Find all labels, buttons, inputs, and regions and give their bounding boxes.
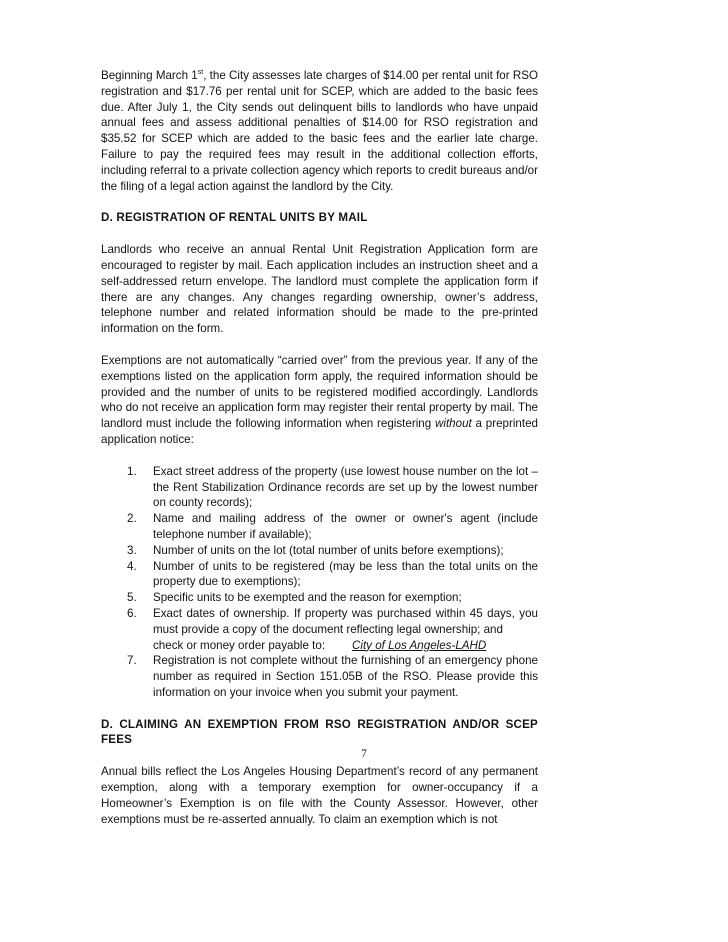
- emphasis-without: without: [435, 417, 472, 431]
- mail-registration-paragraph: Landlords who receive an annual Rental Unit Registration Application form are encouraged to register by mail. Each application includes an instruction sheet and a self-addressed return envelope. The landlord must complete the application form if there are any changes. Any changes regarding ownership, owner’s address, telephone number and related information should be made to the pre-printed information on the form.: [101, 243, 538, 336]
- annual-bills-paragraph: Annual bills reflect the Los Angeles Housing Department’s record of any permanent exemption, along with a temporary exemption for owner-occupancy if a Homeowner’s Exemption is on file with the County Assessor. However, other exemptions must be re-asserted annually. To claim an exemption which is not: [101, 765, 538, 826]
- payment-line: check or money order payable to: City of Los Angeles-LAHD: [153, 638, 487, 652]
- list-item: 3. Number of units on the lot (total number of units before exemptions);: [127, 543, 504, 557]
- section-heading-claiming-exemption: D. CLAIMING AN EXEMPTION FROM RSO REGISTRATION AND/OR SCEP FEES: [101, 717, 538, 747]
- document-page: [101, 68, 538, 827]
- section-heading-mail-registration: D. REGISTRATION OF RENTAL UNITS BY MAIL: [101, 211, 368, 225]
- list-item: 1. Exact street address of the property (use lowest house number on the lot –the Rent Stabilization Ordinance records are set up by the lowest number on county records);: [127, 464, 538, 510]
- exemptions-paragraph: Exemptions are not automatically “carried over” from the previous year. If any of the exemptions listed on the application form apply, the required information should be provided and the number of units to be registered modified accordingly. Landlords who do not receive an application form may register their rental property by mail. The landlord must include the following information when registering without a preprinted application notice:: [101, 353, 538, 446]
- list-item: 6. Exact dates of ownership. If property was purchased within 45 days, you must provide a copy of the document reflecting legal ownership; and check or money order payable to: City of Los Angeles-LAHD: [127, 606, 538, 652]
- page-number: 7: [361, 748, 367, 760]
- required-information-list: [101, 464, 538, 701]
- list-item: 2. Name and mailing address of the owner or owner's agent (include telephone number if available);: [127, 512, 538, 541]
- list-item: 7. Registration is not complete without the furnishing of an emergency phone number as required in Section 151.05B of the RSO. Please provide this information on your invoice when you submit your payment.: [127, 654, 538, 699]
- list-item: 5. Specific units to be exempted and the reason for exemption;: [127, 591, 462, 605]
- payee-name: City of Los Angeles-LAHD: [352, 638, 487, 652]
- late-charges-paragraph: Beginning March 1st, the City assesses late charges of $14.00 per rental unit for RSO registration and $17.76 per rental unit for SCEP, which are added to the basic fees due. After July 1, the City sends out delinquent bills to landlords who have unpaid annual fees and assess additional penalties of $14.00 for RSO registration and $35.52 for SCEP which are added to the basic fees and the earlier late charge. Failure to pay the required fees may result in the additional collection efforts, including referral to a private collection agency which reports to credit bureaus and/or the filing of a legal action against the landlord by the City.: [101, 69, 538, 193]
- ordinal-suffix: st: [197, 69, 204, 76]
- list-item: 4. Number of units to be registered (may be less than the total units on the property due to exemptions);: [127, 559, 538, 589]
